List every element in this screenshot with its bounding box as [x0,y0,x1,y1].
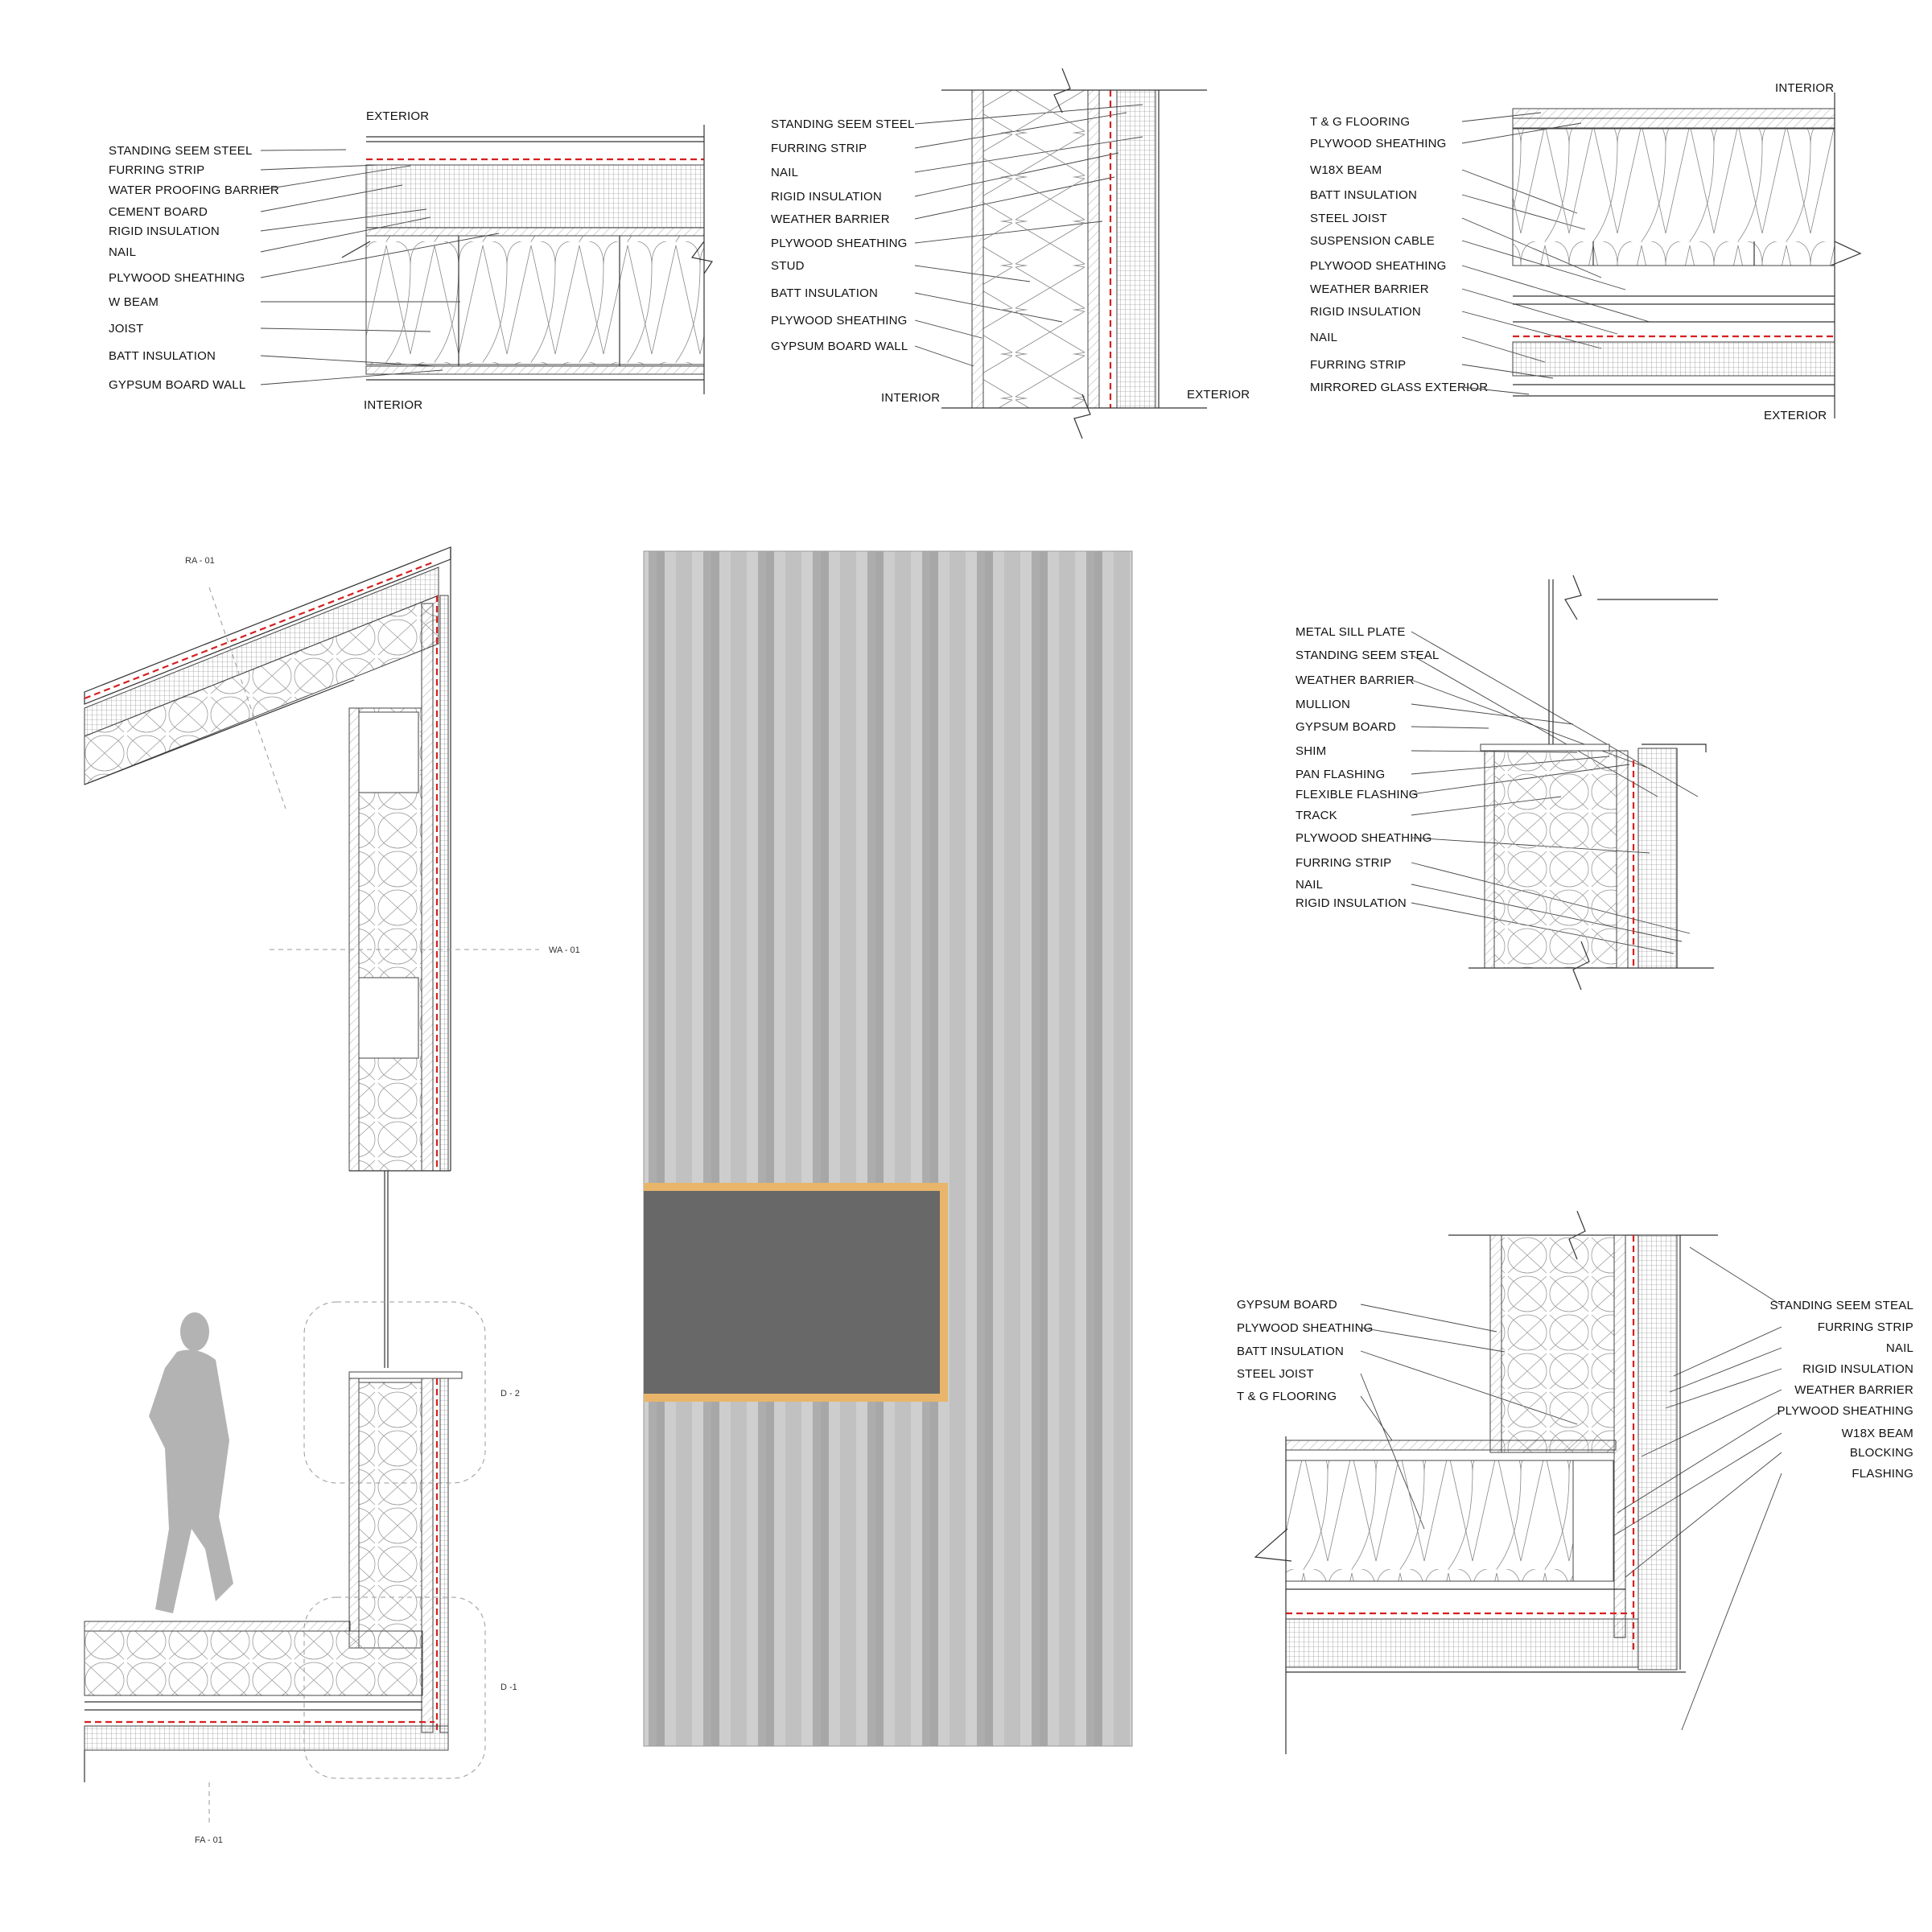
wall-label-1: FURRING STRIP [771,142,867,155]
floor-label-2: W18X BEAM [1310,163,1382,177]
roof-label-4: RIGID INSULATION [109,225,220,238]
d2-section-tag: D - 2 [501,1389,520,1399]
corner-label-6: W18X BEAM [1841,1427,1913,1440]
roof-label-0: STANDING SEEM STEEL [109,144,253,158]
wall-exterior-label: EXTERIOR [1187,388,1250,402]
corner-leader-0 [1361,1304,1497,1332]
window-label-10: FURRING STRIP [1296,856,1392,870]
floor-label-0: T & G FLOORING [1310,115,1411,129]
corner-leader-1 [1361,1328,1505,1352]
corner-label-0: GYPSUM BOARD [1237,1298,1337,1312]
floor-detail [1310,81,1860,422]
window-label-1: STANDING SEEM STEAL [1296,649,1440,662]
corner-leader-1 [1674,1327,1782,1376]
corner-label-1: FURRING STRIP [1817,1320,1913,1334]
wall-label-7: BATT INSULATION [771,286,879,300]
window-label-4: GYPSUM BOARD [1296,720,1396,734]
floor-label-8: RIGID INSULATION [1310,305,1421,319]
wall-label-6: STUD [771,259,805,273]
window-detail [1296,575,1718,990]
wall-detail [771,68,1250,439]
roof-bottom-label: INTERIOR [364,398,423,412]
floor-bottom-label: EXTERIOR [1764,409,1827,422]
roof-label-1: FURRING STRIP [109,163,205,177]
person-silhouette-icon [149,1312,233,1613]
roof-label-8: JOIST [109,322,144,336]
wall-label-0: STANDING SEEM STEEL [771,117,915,131]
window-label-11: NAIL [1296,878,1324,892]
corner-label-8: FLASHING [1852,1467,1913,1481]
corner-label-4: WEATHER BARRIER [1794,1383,1913,1397]
corner-leader-4 [1361,1396,1392,1440]
window-label-12: RIGID INSULATION [1296,896,1407,910]
roof-label-3: CEMENT BOARD [109,205,208,219]
corner-label-1: PLYWOOD SHEATHING [1237,1321,1374,1335]
wall-leader-9 [915,346,974,366]
floor-label-3: BATT INSULATION [1310,188,1418,202]
corner-leader-3 [1666,1369,1782,1408]
corner-label-7: BLOCKING [1849,1446,1913,1460]
window-label-0: METAL SILL PLATE [1296,625,1406,639]
wall-label-2: NAIL [771,166,799,179]
wall-label-8: PLYWOOD SHEATHING [771,314,908,327]
corner-detail [1237,1211,1913,1754]
floor-label-9: NAIL [1310,331,1338,344]
roof-label-10: GYPSUM BOARD WALL [109,378,246,392]
floor-label-4: STEEL JOIST [1310,212,1387,225]
roof-section-tag: RA - 01 [185,556,215,566]
floor-label-1: PLYWOOD SHEATHING [1310,137,1447,150]
cladding-elevation [644,551,1132,1746]
roof-top-label: EXTERIOR [366,109,430,123]
floor-label-5: SUSPENSION CABLE [1310,234,1435,248]
roof-leader-1 [261,165,378,170]
window-label-6: PAN FLASHING [1296,768,1386,781]
corner-label-3: RIGID INSULATION [1802,1362,1913,1376]
wall-label-5: PLYWOOD SHEATHING [771,237,908,250]
roof-label-5: NAIL [109,245,137,259]
corner-label-2: BATT INSULATION [1237,1345,1345,1358]
corner-leader-8 [1682,1473,1782,1730]
d1-section-tag: D -1 [501,1683,517,1692]
roof-label-7: W BEAM [109,295,159,309]
floor-label-6: PLYWOOD SHEATHING [1310,259,1447,273]
wall-label-4: WEATHER BARRIER [771,212,890,226]
roof-detail [109,109,712,412]
roof-label-6: PLYWOOD SHEATHING [109,271,245,285]
window-label-7: FLEXIBLE FLASHING [1296,788,1419,801]
corner-label-3: STEEL JOIST [1237,1367,1314,1381]
window-leader-4 [1411,727,1489,728]
wall-section-tag: WA - 01 [549,945,580,955]
window-label-9: PLYWOOD SHEATHING [1296,831,1432,845]
wall-interior-label: INTERIOR [881,391,941,405]
floor-label-11: MIRRORED GLASS EXTERIOR [1310,381,1489,394]
wall-label-3: RIGID INSULATION [771,190,882,204]
floor-top-label: INTERIOR [1775,81,1835,95]
window-glass [644,1191,940,1394]
floor-label-7: WEATHER BARRIER [1310,282,1429,296]
roof-label-9: BATT INSULATION [109,349,216,363]
corner-label-5: PLYWOOD SHEATHING [1777,1404,1913,1418]
floor-label-10: FURRING STRIP [1310,358,1407,372]
corner-label-0: STANDING SEEM STEAL [1769,1299,1913,1312]
roof-label-2: WATER PROOFING BARRIER [109,183,279,197]
wall-label-9: GYPSUM BOARD WALL [771,340,908,353]
corner-leader-0 [1690,1247,1782,1305]
building-section [84,547,580,1845]
floor-section-tag: FA - 01 [195,1835,223,1845]
floor-leader-6 [1462,266,1650,322]
window-label-5: SHIM [1296,744,1327,758]
corner-label-4: T & G FLOORING [1237,1390,1337,1403]
window-label-3: MULLION [1296,698,1351,711]
window-label-8: TRACK [1296,809,1337,822]
corner-label-2: NAIL [1885,1341,1913,1355]
window-label-2: WEATHER BARRIER [1296,674,1415,687]
